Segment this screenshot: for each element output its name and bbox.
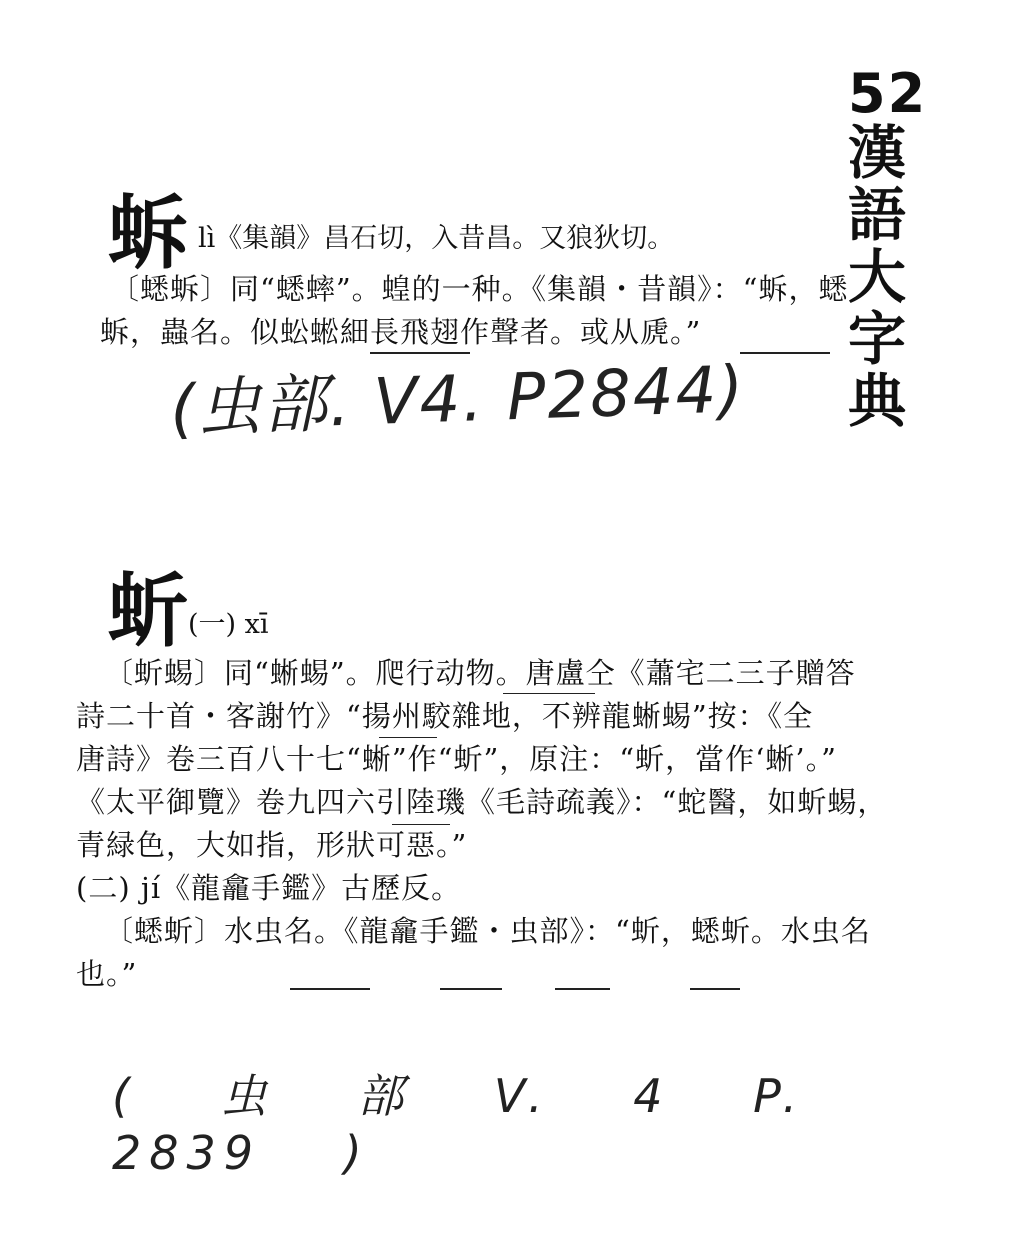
entry2-line-3: 唐詩》卷三百八十七“蜥”作“蚚”，原注：“蚚，當作‘蜥’。” (76, 742, 837, 776)
entry2-line-6: (二) jí《龍龕手鑑》古歷反。 (76, 871, 462, 905)
handwritten-note-2: ( 虫 部 V. 4 P. 2839 ) (112, 1069, 806, 1180)
entry2-line-4: 《太平御覽》卷九四六引陸璣《毛詩疏義》：“蛇醫，如蚚蜴， (76, 785, 888, 819)
dash-rule (555, 988, 610, 990)
name-underline (379, 737, 437, 738)
volume-number: 52 (848, 62, 928, 125)
entry2-head-char: 蚚 (108, 564, 188, 658)
entry2-line-8: 也。” (76, 957, 138, 991)
entry1-line-2: 蚸，蟲名。似蚣蜙細長飛翅作聲者。或从虒。” (100, 315, 702, 349)
dash-rule (440, 988, 502, 990)
entry1-pronunciation: lì《集韻》昌石切，入昔昌。又狼狄切。 (198, 223, 675, 254)
name-underline (503, 693, 595, 694)
handwritten-note-1: (虫部. V4. P2844) (168, 352, 747, 447)
entry2-line-1: 〔蚚蜴〕同“蜥蜴”。爬行动物。唐盧仝《蕭宅二三子贈答 (104, 656, 856, 690)
dash-rule (690, 988, 740, 990)
entry2-line-7: 〔蟋蚚〕水虫名。《龍龕手鑑・虫部》：“蚚，蟋蚚。水虫名 (104, 914, 871, 948)
entry2-definition (76, 652, 888, 996)
entry2-line-2: 詩二十首・客謝竹》“揚州駮雜地，不辨龍蜥蜴”按：《全 (76, 699, 814, 733)
name-underline (392, 824, 450, 825)
entry1-line-1: 〔蟋蚸〕同“蟋蟀”。蝗的一种。《集韻・昔韻》：“蚸，蟋 (110, 272, 849, 306)
dash-rule (740, 352, 830, 354)
dictionary-title: 漢語大字典 (838, 122, 906, 432)
entry1-head-char: 蚸 (108, 186, 188, 280)
entry2-pronunciation: (一) xī (188, 609, 269, 640)
dash-rule (290, 988, 370, 990)
entry2-line-5: 青緑色，大如指，形狀可惡。” (76, 828, 468, 862)
